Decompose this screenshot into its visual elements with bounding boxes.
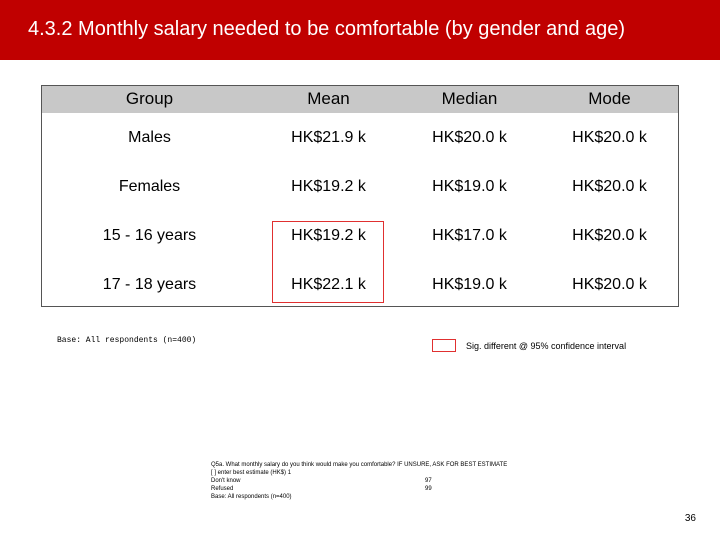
salary-table	[41, 85, 679, 309]
legend-swatch	[432, 339, 456, 352]
header-mode: Mode	[540, 85, 679, 113]
header-mean: Mean	[258, 85, 399, 113]
page-number: 36	[684, 513, 696, 524]
median-cell: HK$19.0 k	[432, 177, 507, 195]
row-label: Males	[128, 128, 171, 146]
legend-label: Sig. different @ 95% confidence interval	[466, 341, 627, 351]
table-row	[41, 211, 679, 260]
table-header-row	[41, 85, 679, 113]
dont-know-code: 97	[425, 478, 432, 484]
mean-cell: HK$19.2 k	[291, 177, 366, 195]
mode-cell: HK$20.0 k	[572, 275, 647, 293]
mean-cell: HK$22.1 k	[291, 275, 366, 293]
page-title: 4.3.2 Monthly salary needed to be comfortable (by gender and age)	[28, 18, 626, 40]
row-label: 17 - 18 years	[102, 275, 197, 293]
refused-code: 99	[425, 486, 432, 492]
table-row	[41, 113, 679, 162]
median-cell: HK$17.0 k	[432, 226, 507, 244]
mean-cell: HK$21.9 k	[291, 128, 366, 146]
base-note: Base: All respondents (n=400)	[57, 336, 197, 345]
table-row	[41, 162, 679, 211]
median-cell: HK$20.0 k	[432, 128, 507, 146]
mode-cell: HK$20.0 k	[572, 226, 647, 244]
header-median: Median	[399, 85, 540, 113]
title-bar	[0, 0, 720, 60]
row-label: Females	[118, 177, 181, 195]
dont-know-row	[211, 477, 507, 485]
refused-row	[211, 485, 507, 493]
median-cell: HK$19.0 k	[432, 275, 507, 293]
question-text: Q5a. What monthly salary do you think would make you comfortable? IF UNSURE, ASK FOR BEST ESTIMATE	[211, 462, 508, 468]
header-group: Group	[41, 85, 258, 113]
dont-know-label: Don't know	[211, 478, 241, 484]
question-note	[211, 461, 507, 501]
question-answer-line: [ ] enter best estimate (HK$) 1	[211, 470, 292, 476]
question-base: Base: All respondents (n=400)	[211, 494, 292, 500]
refused-label: Refused	[211, 486, 234, 492]
mode-cell: HK$20.0 k	[572, 128, 647, 146]
row-label: 15 - 16 years	[102, 226, 197, 244]
mean-cell: HK$19.2 k	[291, 226, 366, 244]
mode-cell: HK$20.0 k	[572, 177, 647, 195]
table-row	[41, 260, 679, 309]
